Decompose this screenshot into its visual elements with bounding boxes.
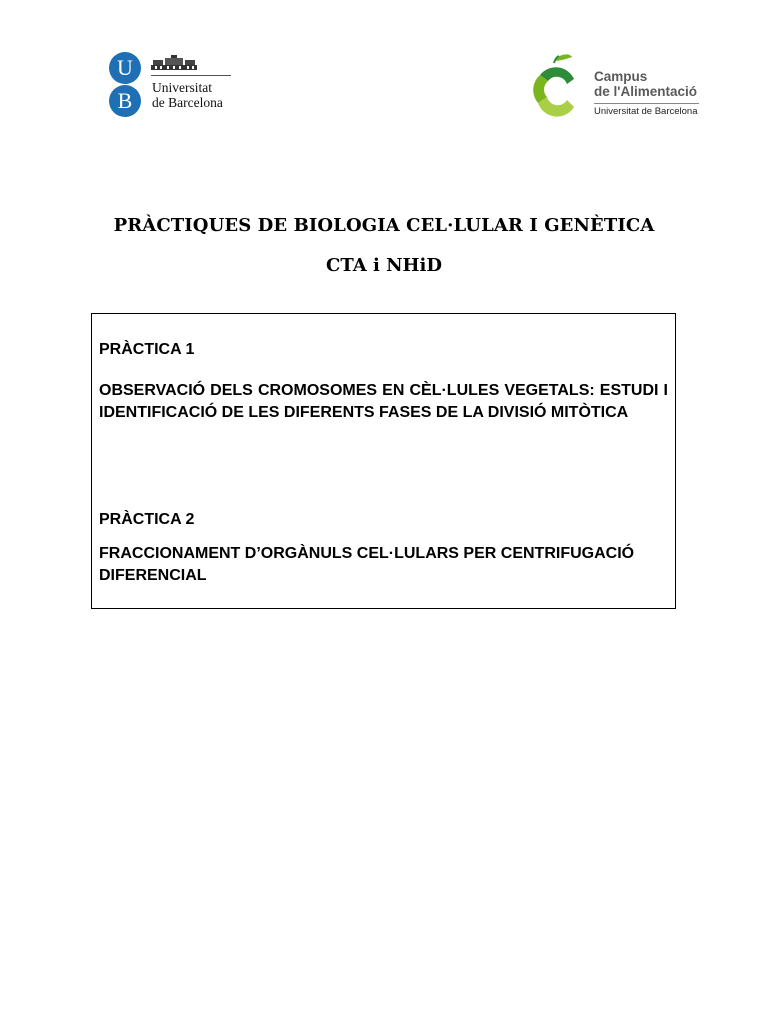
campus-logo-title-line2: de l'Alimentació (594, 84, 697, 99)
campus-logo-title (594, 69, 697, 99)
campus-logo-divider (594, 103, 699, 104)
campus-logo-subtitle: Universitat de Barcelona (594, 106, 698, 117)
practices-box (91, 313, 676, 609)
practice-2-label: PRÀCTICA 2 (99, 511, 195, 528)
practice-2-title: FRACCIONAMENT D’ORGÀNULS CEL·LULARS PER CENTRIFUGACIÓ DIFERENCIAL (99, 545, 635, 584)
campus-logo (530, 53, 705, 123)
ub-logo (109, 50, 239, 120)
campus-logo-title-line1: Campus (594, 69, 648, 84)
ub-logo-name-line2: de Barcelona (152, 95, 223, 110)
ub-logo-name (152, 80, 223, 110)
campus-apple-c-icon (530, 53, 585, 119)
ub-logo-divider (151, 75, 231, 76)
document-subtitle: CTA i NHiD (326, 255, 442, 276)
ub-logo-b-circle: B (109, 85, 141, 117)
ub-building-icon (151, 55, 197, 71)
practice-1-title: OBSERVACIÓ DELS CROMOSOMES EN CÈL·LULES VEGETALS: ESTUDI I IDENTIFICACIÓ DE LES DIFERENTS FASES DE LA DIVISIÓ MITÒTICA (99, 382, 668, 421)
practice-1-label: PRÀCTICA 1 (99, 341, 195, 358)
ub-logo-u-circle: U (109, 52, 141, 84)
document-title: PRÀCTIQUES DE BIOLOGIA CEL·LULAR I GENÈTICA (113, 215, 655, 236)
ub-logo-name-line1: Universitat (152, 80, 212, 95)
